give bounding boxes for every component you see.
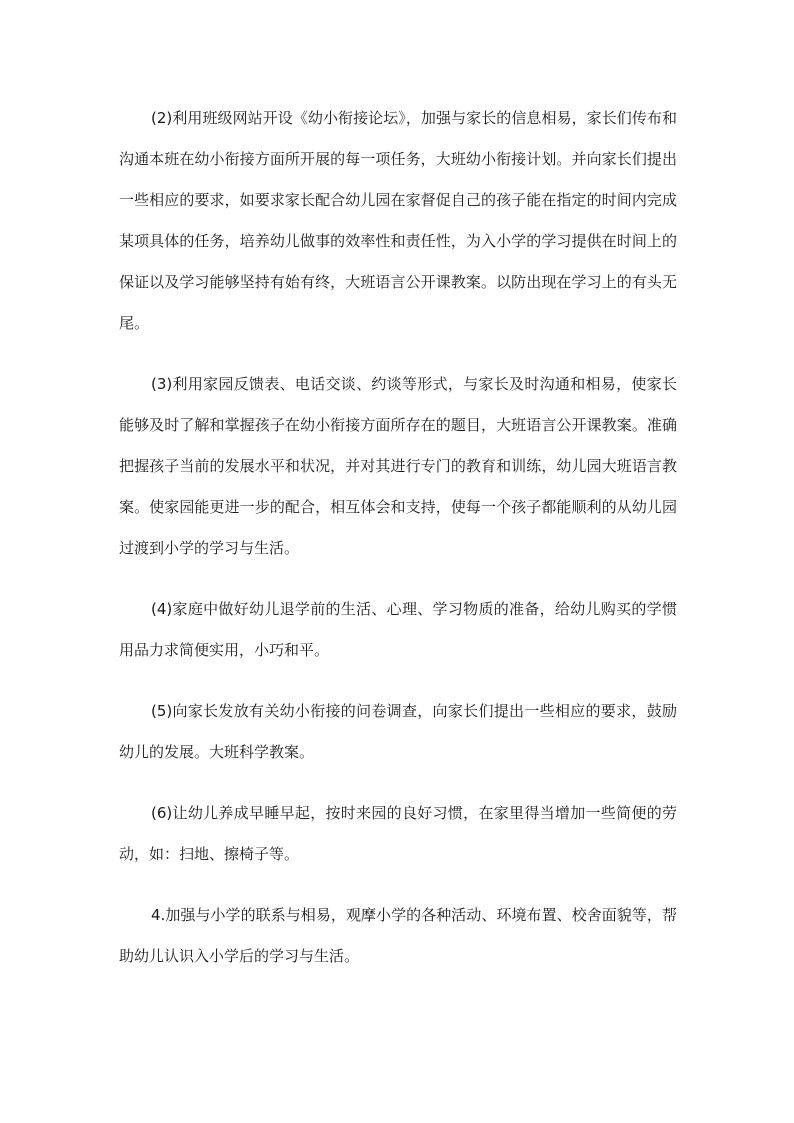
paragraph-section-4: 4.加强与小学的联系与相易，观摩小学的各种活动、环境布置、校舍面貌等，帮助幼儿认识入小学后的学习与生活。 <box>119 906 677 965</box>
paragraph-item-6: (6)让幼儿养成早睡早起，按时来园的良好习惯，在家里得当增加一些简便的劳动，如：扫地、擦椅子等。 <box>119 804 677 863</box>
paragraph-item-4: (4)家庭中做好幼儿退学前的生活、心理、学习物质的准备，给幼儿购买的学惯用品力求简便实用，小巧和平。 <box>119 600 677 659</box>
paragraph-item-2: (2)利用班级网站开设《幼小衔接论坛》，加强与家长的信息相易，家长们传布和沟通本班在幼小衔接方面所开展的每一项任务，大班幼小衔接计划。并向家长们提出一些相应的要求，如要求家长配合幼儿园在家督促自己的孩子能在指定的时间内完成某项具体的任务，培养幼儿做事的效率性和责任性，为入小学的学习提供在时间上的保证以及学习能够坚持有始有终，大班语言公开课教案。以防出现在学习上的有头无尾。 <box>119 109 677 332</box>
paragraph-item-5: (5)向家长发放有关幼小衔接的问卷调查，向家长们提出一些相应的要求，鼓励幼儿的发展。大班科学教案。 <box>119 702 677 761</box>
paragraph-item-3: (3)利用家园反馈表、电话交谈、约谈等形式，与家长及时沟通和相易，使家长能够及时了解和掌握孩子在幼小衔接方面所存在的题目，大班语言公开课教案。准确把握孩子当前的发展水平和状况，并对其进行专门的教育和训练，幼儿园大班语言教案。使家园能更进一步的配合，相互体会和支持，使每一个孩子都能顺利的从幼儿园过渡到小学的学习与生活。 <box>119 375 677 557</box>
document-body <box>119 98 677 997</box>
